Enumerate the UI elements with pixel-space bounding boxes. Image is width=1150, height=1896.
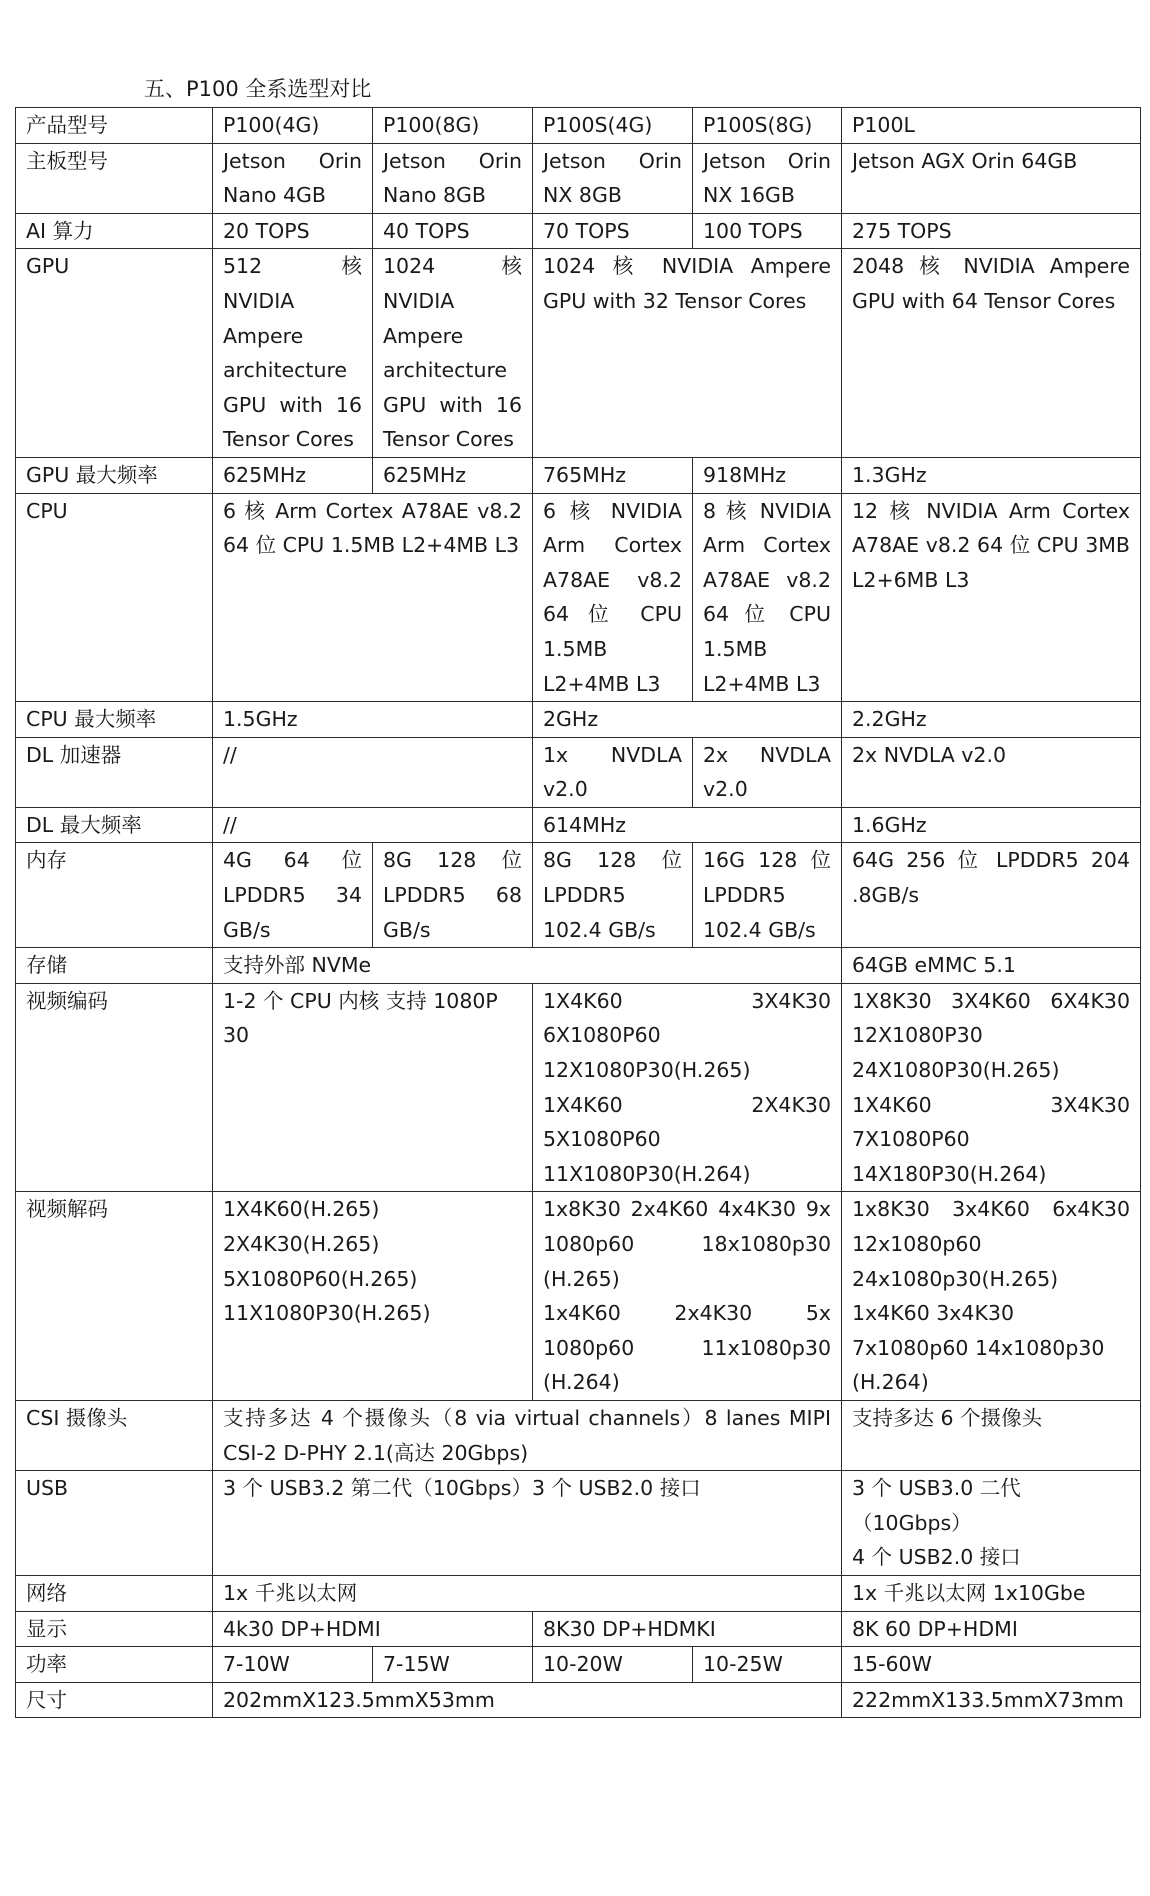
cell-p100-4g: P100(4G): [213, 108, 373, 144]
cell-p100s-8g: 16G 128 位 LPDDR5 102.4 GB/s: [693, 843, 842, 948]
cell-p100-8g: 625MHz: [373, 457, 533, 493]
cell-p100l: 3 个 USB3.0 二代（10Gbps） 4 个 USB2.0 接口: [842, 1471, 1141, 1576]
cell-p100l: 2x NVDLA v2.0: [842, 737, 1141, 807]
row-label: 视频编码: [16, 983, 213, 1192]
row-label: AI 算力: [16, 213, 213, 249]
cell-p100-8g: 7-15W: [373, 1647, 533, 1683]
cell-p100l: 222mmX133.5mmX73mm: [842, 1682, 1141, 1718]
cell-p100s-8g: 918MHz: [693, 457, 842, 493]
row-power: [16, 1647, 1141, 1683]
cell-p100: //: [213, 737, 533, 807]
cell-p100s-8g: 8 核 NVIDIA Arm Cortex A78AE v8.2 64 位 CPU 1.5MB L2+4MB L3: [693, 493, 842, 702]
cell-p100-4g: 4G 64 位 LPDDR5 34 GB/s: [213, 843, 373, 948]
cell-p100s-8g: 10-25W: [693, 1647, 842, 1683]
row-storage: [16, 948, 1141, 984]
cell-p100s-8g: 100 TOPS: [693, 213, 842, 249]
row-label: 显示: [16, 1611, 213, 1647]
row-label: 内存: [16, 843, 213, 948]
row-model: [16, 108, 1141, 144]
cell-p100l: 支持多达 6 个摄像头: [842, 1400, 1141, 1470]
cell-p100s: 1024 核 NVIDIA Ampere GPU with 32 Tensor Cores: [533, 249, 842, 458]
cell-p100s: 2GHz: [533, 702, 842, 738]
row-label: 尺寸: [16, 1682, 213, 1718]
cell-p100s: 1X4K60 3X4K30 6X1080P60 12X1080P30(H.265) 1X4K60 2X4K30 5X1080P60 11X1080P30(H.264): [533, 983, 842, 1192]
row-size: [16, 1682, 1141, 1718]
cell-p100l: P100L: [842, 108, 1141, 144]
row-usb: [16, 1471, 1141, 1576]
cell-p100s: 8K30 DP+HDMKI: [533, 1611, 842, 1647]
cell-p100l: 1x 千兆以太网 1x10Gbe: [842, 1575, 1141, 1611]
cell-p100: 4k30 DP+HDMI: [213, 1611, 533, 1647]
row-board: [16, 143, 1141, 213]
row-label: CPU 最大频率: [16, 702, 213, 738]
cell-p100-8g: 8G 128 位 LPDDR5 68 GB/s: [373, 843, 533, 948]
cell-p100-p100s: 1x 千兆以太网: [213, 1575, 842, 1611]
row-label: 功率: [16, 1647, 213, 1683]
cell-p100-8g: 1024 核 NVIDIA Ampere architecture GPU with 16 Tensor Cores: [373, 249, 533, 458]
cell-p100-4g: 7-10W: [213, 1647, 373, 1683]
cell-p100-p100s: 支持多达 4 个摄像头（8 via virtual channels）8 lanes MIPI CSI-2 D-PHY 2.1(高达 20Gbps): [213, 1400, 842, 1470]
row-label: CPU: [16, 493, 213, 702]
row-label: GPU 最大频率: [16, 457, 213, 493]
cell-p100s-4g: P100S(4G): [533, 108, 693, 144]
cell-p100l: 2048 核 NVIDIA Ampere GPU with 64 Tensor Cores: [842, 249, 1141, 458]
cell-p100: 6 核 Arm Cortex A78AE v8.2 64 位 CPU 1.5MB L2+4MB L3: [213, 493, 533, 702]
cell-p100s-4g: 10-20W: [533, 1647, 693, 1683]
spec-comparison-table: [15, 107, 1141, 1718]
row-label: DL 最大频率: [16, 807, 213, 843]
cell-p100: 1-2 个 CPU 内核 支持 1080P 30: [213, 983, 533, 1192]
cell-p100l: 2.2GHz: [842, 702, 1141, 738]
cell-p100-8g: P100(8G): [373, 108, 533, 144]
cell-p100-4g: 625MHz: [213, 457, 373, 493]
cell-p100s-4g: 8G 128 位 LPDDR5 102.4 GB/s: [533, 843, 693, 948]
row-label: 存储: [16, 948, 213, 984]
row-memory: [16, 843, 1141, 948]
cell-p100-4g: Jetson Orin Nano 4GB: [213, 143, 373, 213]
row-dl-accelerator: [16, 737, 1141, 807]
cell-p100l: 12 核 NVIDIA Arm Cortex A78AE v8.2 64 位 CPU 3MB L2+6MB L3: [842, 493, 1141, 702]
row-gpu: [16, 249, 1141, 458]
cell-p100l: 8K 60 DP+HDMI: [842, 1611, 1141, 1647]
cell-p100-8g: Jetson Orin Nano 8GB: [373, 143, 533, 213]
row-label: 产品型号: [16, 108, 213, 144]
row-cpu-freq: [16, 702, 1141, 738]
row-network: [16, 1575, 1141, 1611]
cell-p100s: 614MHz: [533, 807, 842, 843]
cell-p100s-4g: 765MHz: [533, 457, 693, 493]
row-video-encode: [16, 983, 1141, 1192]
cell-p100: 1X4K60(H.265) 2X4K30(H.265) 5X1080P60(H.265) 11X1080P30(H.265): [213, 1192, 533, 1401]
cell-p100-8g: 40 TOPS: [373, 213, 533, 249]
row-label: 主板型号: [16, 143, 213, 213]
cell-p100l: 275 TOPS: [842, 213, 1141, 249]
row-label: 网络: [16, 1575, 213, 1611]
cell-p100s-4g: 70 TOPS: [533, 213, 693, 249]
cell-p100s: 1x8K30 2x4K60 4x4K30 9x 1080p60 18x1080p30 (H.265) 1x4K60 2x4K30 5x 1080p60 11x1080p30 (H.264): [533, 1192, 842, 1401]
row-dl-freq: [16, 807, 1141, 843]
section-title: 五、P100 全系选型对比: [144, 77, 372, 101]
cell-p100s-4g: Jetson Orin NX 8GB: [533, 143, 693, 213]
cell-p100-4g: 20 TOPS: [213, 213, 373, 249]
row-video-decode: [16, 1192, 1141, 1401]
cell-p100-p100s: 支持外部 NVMe: [213, 948, 842, 984]
row-ai-compute: [16, 213, 1141, 249]
row-label: 视频解码: [16, 1192, 213, 1401]
cell-p100-p100s: 3 个 USB3.2 第二代（10Gbps）3 个 USB2.0 接口: [213, 1471, 842, 1576]
cell-p100s-8g: Jetson Orin NX 16GB: [693, 143, 842, 213]
row-label: CSI 摄像头: [16, 1400, 213, 1470]
cell-p100l: 1.3GHz: [842, 457, 1141, 493]
cell-p100s-4g: 6 核 NVIDIA Arm Cortex A78AE v8.2 64 位 CPU 1.5MB L2+4MB L3: [533, 493, 693, 702]
cell-p100s-8g: P100S(8G): [693, 108, 842, 144]
cell-p100s-4g: 1x NVDLA v2.0: [533, 737, 693, 807]
cell-p100s-8g: 2x NVDLA v2.0: [693, 737, 842, 807]
cell-p100-4g: 512 核 NVIDIA Ampere architecture GPU with 16 Tensor Cores: [213, 249, 373, 458]
row-label: USB: [16, 1471, 213, 1576]
cell-p100l: 64GB eMMC 5.1: [842, 948, 1141, 984]
cell-p100l: 64G 256 位 LPDDR5 204 .8GB/s: [842, 843, 1141, 948]
cell-p100l: 1.6GHz: [842, 807, 1141, 843]
row-label: GPU: [16, 249, 213, 458]
row-display: [16, 1611, 1141, 1647]
row-gpu-freq: [16, 457, 1141, 493]
cell-p100: 1.5GHz: [213, 702, 533, 738]
cell-p100l: 15-60W: [842, 1647, 1141, 1683]
row-csi-camera: [16, 1400, 1141, 1470]
cell-p100: //: [213, 807, 533, 843]
cell-p100l: 1x8K30 3x4K60 6x4K30 12x1080p60 24x1080p30(H.265) 1x4K60 3x4K30 7x1080p60 14x1080p30 (H.264): [842, 1192, 1141, 1401]
cell-p100-p100s: 202mmX123.5mmX53mm: [213, 1682, 842, 1718]
cell-p100l: Jetson AGX Orin 64GB: [842, 143, 1141, 213]
row-cpu: [16, 493, 1141, 702]
cell-p100l: 1X8K30 3X4K60 6X4K30 12X1080P30 24X1080P30(H.265) 1X4K60 3X4K30 7X1080P60 14X180P30(H.264): [842, 983, 1141, 1192]
row-label: DL 加速器: [16, 737, 213, 807]
